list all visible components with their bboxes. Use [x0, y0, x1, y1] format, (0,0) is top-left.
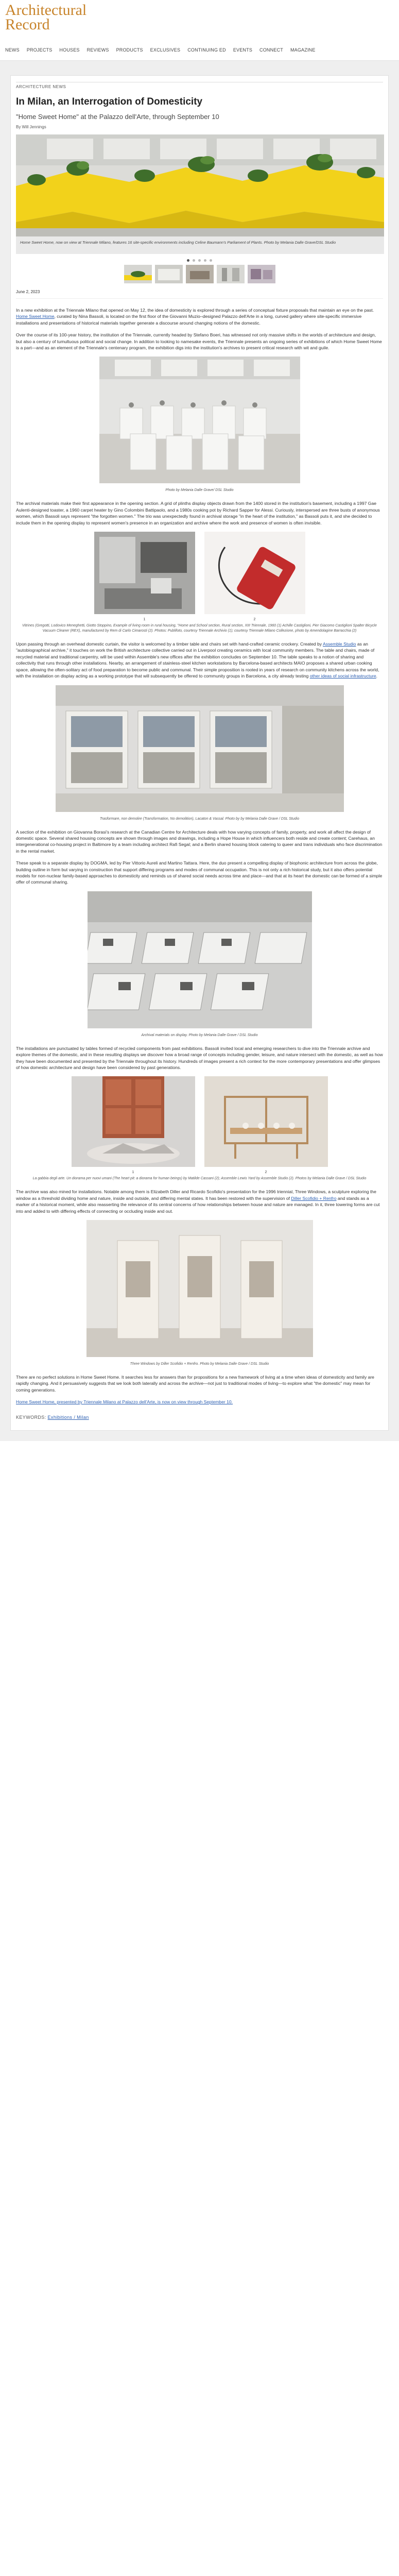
figure-5-number-1: 1: [132, 1171, 134, 1175]
logo-line-2: Record: [5, 16, 50, 33]
nav-item[interactable]: PRODUCTS: [116, 47, 143, 53]
article-kicker[interactable]: ARCHITECTURE NEWS: [16, 82, 383, 89]
figure-5-caption: La gabbia degli arte. Un diorama per nuovi umani (The heart pit: a diorama for human beings) by Matilde Cassani (2); Assemble Lewis Yard by Assemble Studio (2). Photos by Melania Dalle Grave / DSL Studio: [32, 1177, 367, 1181]
paragraph-3: The archival materials make their first appearance in the opening section. A grid of plinths display objects drawn from the 1400 stored in the institution's basement, including a 1997 Gae Aulenti-designed toaster, a 1960 carpet heater by Gino Colombini Battipaolo, and a 1980s cooking pot by Richard Sapper for Alessi. Curiously, interspersed are three busts of anonymous women, which Bassoli says represent "the forgotten women." The trio was unexpectedly found in archival storage "in the heart of the institution," as Bassoli puts it, and she decided to include them in the opening display to represent women's presence in an organization and archive where the work and presence of women is often invisible.: [16, 501, 380, 526]
article-byline[interactable]: By Will Jennings: [16, 125, 46, 129]
figure-2-number-1: 1: [143, 618, 146, 622]
figure-2-caption: Vitrines (Gregotti, Lodovico Meneghetti, Giotto Stoppino, Example of living room in rural housing, "Home and School section, Rural section, XIII Triennale, 1960 (1) Achille Castiglioni, Pier Giacomo Castiglioni Spalter Bicycle Vacuum Cleaner (REX), manufactured by Rem di Carlo Cimarosti (2). Photos: Publifoto, courtesy Triennale Archivio (1); courtesy Triennale Milano Collezione, photo by Amendolagine Barracchia (2): [22, 624, 377, 633]
thumbnail[interactable]: [186, 265, 214, 283]
figure-6-caption: Three Windows by Diller Scofidio + Renfro. Photo by Melania Dalle Grave / DSL Studio: [130, 1362, 269, 1366]
figure-1-caption: Photo by Melania Dalle Grave/ DSL Studio: [165, 488, 234, 493]
diorama-photo[interactable]: [72, 1076, 195, 1167]
figure-1: [16, 357, 383, 493]
thumbnail[interactable]: [217, 265, 245, 283]
publish-date: June 2, 2023: [16, 290, 40, 294]
three-windows-image[interactable]: [86, 1220, 313, 1357]
nav-item[interactable]: EVENTS: [233, 47, 253, 53]
living-room-photo[interactable]: [94, 532, 195, 614]
paragraph-9: There are no perfect solutions in Home Sweet Home. It searches less for answers than for propositions for a new framework of living at a time when ideas of domesticity and family are rapidly changing. And it persuasively suggests that we look both laterally and across the archive—not just to traditional modes of living—to explore what "the domestic" may mean for coming generations.: [16, 1375, 374, 1393]
hero-caption: Home Sweet Home, now on view at Triennale Milano, features 16 site-specific environments including Celine Baumann's Parliament of Plants. Photo by Melania Dalle Grave/DSL Studio: [16, 236, 384, 254]
paragraph-5: A section of the exhibition on Giovanna Borasi's research at the Canadian Centre for Architecture deals with how varying concepts of family, property, and work all affect the design of domestic space. Several shared housing concepts are shown through images and drawings, including a Hope House in which influencers both reside and create content; Carehaus, an intergenerational co-housing project in Baltimore by a team including architect Rafi Segal; and a Berlin shared housing block catering to queer and trans individuals who face discrimination in the rental market.: [16, 829, 383, 854]
paragraph-8: The archive was also mined for installations. Notable among them is Elizabeth Diller and Ricardo Scofidio's presentation for the 1996 triennial, Three Windows, a sculpture exploring the window as a threshold dividing home and nature, inside and outside, and differing mental states. It has been restored with the supervision of Diller Scofidio + Renfro and stands as a marker of a historical moment, while also reasserting the relevance of its central concerns of how relationships between house and nature are managed. In it, three towering forms are cut into and added to with differing effects of connecting or occluding inside and out.: [16, 1189, 380, 1214]
paragraph-6: These speak to a separate display by DOGMA, led by Pier Vittorio Aureli and Martino Tattara. Here, the duo present a compelling display of biophonic architecture from across the globe, building outline in form but varying in construction that support differing programs and modes of communal occupation. This is not only a rich historical study, but it also offers potential models for non-nuclear family-based approaches to domesticity and reminds us of shared social needs across time and place—and that at its heart the domestic can be formed of a simple offer of communal sharing.: [16, 860, 383, 885]
inline-link[interactable]: Home Sweet Home: [16, 314, 55, 319]
figure-5: [16, 1076, 383, 1181]
figure-2-number-2: 2: [253, 618, 256, 622]
site-logo[interactable]: [5, 3, 86, 32]
figure-2: [16, 532, 383, 634]
page-body: [0, 61, 399, 1441]
logo-line-1: Architectural: [5, 2, 87, 19]
figure-5-number-2: 2: [265, 1171, 267, 1175]
thumbnail[interactable]: [155, 265, 183, 283]
slide-dot[interactable]: [193, 259, 195, 262]
archival-materials-image[interactable]: [88, 891, 312, 1028]
assemble-lewis-yard-photo[interactable]: [204, 1076, 328, 1167]
transformation-display-image[interactable]: [56, 685, 344, 812]
figure-6: [16, 1220, 383, 1367]
slide-dot[interactable]: [198, 259, 201, 262]
nav-item[interactable]: NEWS: [5, 47, 20, 53]
inline-link[interactable]: Assemble Studio: [322, 641, 356, 647]
nav-item[interactable]: PROJECTS: [26, 47, 53, 53]
slide-dot[interactable]: [187, 259, 189, 262]
slide-dot[interactable]: [204, 259, 206, 262]
figure-4: [16, 891, 383, 1038]
paragraph-4: Upon passing through an overhead domestic curtain, the visitor is welcomed by a timber table and chairs set with hand-crafted ceramic crockery. Created by Assemble Studio as an "autobiographical archive," it touches on work the British architecture collective carried out in Liverpool creating ceramics with local community members. The table and chairs, made of recycled material and traditional carpentry, will be used within Assemble's new offices after the exhibition concludes on September 10. The table speaks to a notion of sharing and collectivity that runs through other installations. Nearby, an arrangement of stainless-steel kitchen workstations by Barcelona-based architects MAIO proposes a shared urban cooking space, allowing the often-solitary act of food preparation to become public and communal. Their simple proposition is rooted in years of research on community kitchens across the world, with the installation on display acting as a working prototype that will subsequently be offered to community groups in Barcelona, a city already testing other ideas of social infrastructure.: [16, 641, 379, 679]
paragraph-1: In a new exhibition at the Triennale Milano that opened on May 12, the idea of domesticity is explored through a series of conceptual fixture proposals that maintain an eye on the past. Home Sweet Home, curated by Nina Bassoli, is located on the first floor of the Giovanni Muzio–designed Palazzo dell'Arte in a long, curved gallery where site-specific immersive installations and presentations of historical materials together generate a discourse around changing notions of the domestic.: [16, 308, 374, 326]
nav-item[interactable]: CONTINUING ED: [187, 47, 226, 53]
nav-item[interactable]: REVIEWS: [86, 47, 109, 53]
figure-4-caption: Archival materials on display. Photo by Melania Dalle Grave / DSL Studio: [141, 1033, 258, 1037]
article-title: In Milan, an Interrogation of Domesticity: [16, 96, 203, 107]
paragraph-10: [16, 1399, 383, 1405]
figure-3-caption: Trasformare, non demolire (Transformation, No demolition), Lacaton & Vassal. Photo by by Melania Dalle Grave / DSL Studio: [99, 817, 300, 821]
inline-link[interactable]: Diller Scofidio + Renfro: [291, 1195, 337, 1201]
exhibition-info-link[interactable]: Home Sweet Home, presented by Triennale Milano at Palazzo dell'Arte, is now on view through September 10.: [16, 1399, 233, 1405]
article-subtitle: "Home Sweet Home" at the Palazzo dell'Arte, through September 10: [16, 113, 219, 121]
nav-item[interactable]: MAGAZINE: [290, 47, 316, 53]
article-card: [10, 75, 389, 1431]
keywords-links[interactable]: Exhibitions / Milan: [47, 1414, 89, 1420]
keywords-label: KEYWORDS:: [16, 1414, 46, 1420]
nav-item[interactable]: HOUSES: [59, 47, 80, 53]
thumbnail[interactable]: [124, 265, 152, 283]
site-header: [0, 0, 399, 40]
inline-link[interactable]: other ideas of social infrastructure: [309, 673, 376, 679]
keywords: [16, 1415, 383, 1420]
nav-item[interactable]: CONNECT: [259, 47, 283, 53]
hero-illustration: [16, 134, 384, 236]
slideshow-dots: [16, 259, 383, 262]
thumbnail[interactable]: [248, 265, 275, 283]
vacuum-cleaner-photo[interactable]: [204, 532, 305, 614]
gallery-plinths-image[interactable]: [99, 357, 300, 483]
figure-3: [16, 685, 383, 822]
slide-dot[interactable]: [210, 259, 212, 262]
nav-item[interactable]: EXCLUSIVES: [150, 47, 181, 53]
main-nav: [0, 40, 399, 61]
slideshow-thumbnails: [16, 265, 383, 283]
hero-image[interactable]: [16, 134, 384, 236]
divider: [16, 298, 383, 299]
paragraph-2: Over the course of its 100-year history, the institution of the Triennale, currently headed by Stefano Boeri, has witnessed not only massive shifts in the worlds of architecture and design, but also a century of tumultuous political and social change. In addition to looking to namesake events, the Triennale presents an ongoing series of exhibitions of which Home Sweet Home is a part—and as an element of the Triennale's centenary program, the exhibition digs into the institution's archives to present critical research with wit and guile.: [16, 332, 382, 351]
paragraph-7: The installations are punctuated by tables formed of recycled components from past exhibitions. Bassoli invited local and emerging researchers to dive into the Triennale archive and explore themes of the domestic, and in these resulting displays we discover how a broad range of concepts including gender, leisure, and nature intersect with the domestic, as well as how they have been documented and presented by the Triennale throughout its history. Hundreds of images present a rich context for the more contemporary presentations and offer glimpses of how domestic architecture and design have been considered by past generations.: [16, 1045, 383, 1070]
